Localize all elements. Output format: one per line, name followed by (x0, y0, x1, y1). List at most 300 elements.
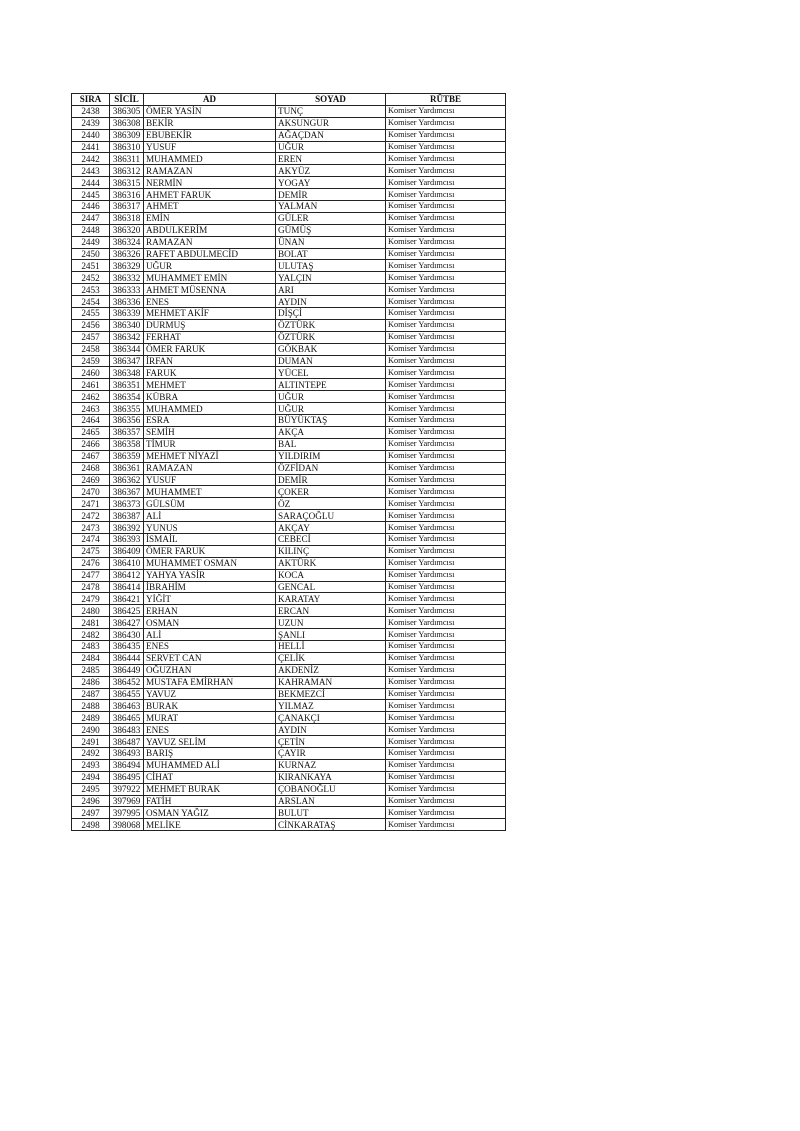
row-soyad: ERCAN (276, 605, 386, 617)
table-row (72, 212, 506, 224)
table-row (72, 819, 506, 831)
row-sira: 2482 (72, 629, 110, 641)
row-sicil: 386465 (110, 712, 144, 724)
table-row (72, 177, 506, 189)
row-rutbe: Komiser Yardımcısı (386, 189, 506, 201)
table-row (72, 201, 506, 213)
row-rutbe: Komiser Yardımcısı (386, 296, 506, 308)
row-ad: RAMAZAN (144, 165, 276, 177)
row-soyad: BOLAT (276, 248, 386, 260)
table-row (72, 284, 506, 296)
row-sicil: 386362 (110, 474, 144, 486)
row-sira: 2489 (72, 712, 110, 724)
row-ad: RAFET ABDULMECİD (144, 248, 276, 260)
row-soyad: BAL (276, 438, 386, 450)
row-ad: MEHMET NİYAZİ (144, 450, 276, 462)
row-sicil: 386430 (110, 629, 144, 641)
row-rutbe: Komiser Yardımcısı (386, 331, 506, 343)
table-row (72, 367, 506, 379)
row-ad: AHMET MÜSENNA (144, 284, 276, 296)
row-soyad: DUMAN (276, 355, 386, 367)
table-row (72, 331, 506, 343)
table-row (72, 141, 506, 153)
table-row (72, 676, 506, 688)
table-row (72, 117, 506, 129)
row-rutbe: Komiser Yardımcısı (386, 201, 506, 213)
row-soyad: UĞUR (276, 403, 386, 415)
row-ad: YUNUS (144, 522, 276, 534)
row-rutbe: Komiser Yardımcısı (386, 783, 506, 795)
table-row (72, 522, 506, 534)
row-soyad: ÇOBANOĞLU (276, 783, 386, 795)
row-sicil: 386326 (110, 248, 144, 260)
row-sira: 2496 (72, 795, 110, 807)
row-sicil: 386354 (110, 391, 144, 403)
row-soyad: AKÇAY (276, 522, 386, 534)
row-soyad: TUNÇ (276, 105, 386, 117)
table-row (72, 272, 506, 284)
table-row (72, 165, 506, 177)
row-sira: 2465 (72, 426, 110, 438)
row-sicil: 386452 (110, 676, 144, 688)
table-row (72, 153, 506, 165)
row-sira: 2481 (72, 617, 110, 629)
row-ad: MUHAMMET EMİN (144, 272, 276, 284)
row-sicil: 386344 (110, 343, 144, 355)
row-sicil: 386410 (110, 557, 144, 569)
row-sira: 2472 (72, 510, 110, 522)
table-row (72, 260, 506, 272)
row-rutbe: Komiser Yardımcısı (386, 379, 506, 391)
row-sira: 2440 (72, 129, 110, 141)
row-ad: MUHAMMED (144, 403, 276, 415)
row-ad: GÜLSÜM (144, 498, 276, 510)
row-ad: RAMAZAN (144, 236, 276, 248)
row-sira: 2439 (72, 117, 110, 129)
row-ad: ÖMER FARUK (144, 545, 276, 557)
table-row (72, 593, 506, 605)
row-sira: 2479 (72, 593, 110, 605)
row-soyad: YÜCEL (276, 367, 386, 379)
row-soyad: DEMİR (276, 189, 386, 201)
row-soyad: UĞUR (276, 141, 386, 153)
row-sira: 2488 (72, 700, 110, 712)
row-rutbe: Komiser Yardımcısı (386, 177, 506, 189)
row-soyad: YOGAY (276, 177, 386, 189)
table-row (72, 498, 506, 510)
table-row (72, 640, 506, 652)
row-sicil: 386487 (110, 736, 144, 748)
row-sicil: 386361 (110, 462, 144, 474)
row-sicil: 397995 (110, 807, 144, 819)
row-rutbe: Komiser Yardımcısı (386, 474, 506, 486)
row-sicil: 386495 (110, 771, 144, 783)
row-sira: 2467 (72, 450, 110, 462)
row-sicil: 386318 (110, 212, 144, 224)
row-soyad: ÖZ (276, 498, 386, 510)
row-soyad: DEMİR (276, 474, 386, 486)
row-ad: FARUK (144, 367, 276, 379)
row-soyad: SARAÇOĞLU (276, 510, 386, 522)
row-ad: AHMET (144, 201, 276, 213)
row-rutbe: Komiser Yardımcısı (386, 807, 506, 819)
row-sira: 2464 (72, 415, 110, 427)
row-soyad: UZUN (276, 617, 386, 629)
row-ad: ENES (144, 724, 276, 736)
row-rutbe: Komiser Yardımcısı (386, 212, 506, 224)
row-rutbe: Komiser Yardımcısı (386, 260, 506, 272)
table-row (72, 319, 506, 331)
row-soyad: AĞAÇDAN (276, 129, 386, 141)
row-ad: MEHMET BURAK (144, 783, 276, 795)
row-sira: 2497 (72, 807, 110, 819)
table-row (72, 308, 506, 320)
row-sira: 2460 (72, 367, 110, 379)
table-row (72, 557, 506, 569)
row-ad: ESRA (144, 415, 276, 427)
row-ad: MUHAMMET (144, 486, 276, 498)
row-soyad: AKSUNGUR (276, 117, 386, 129)
row-sira: 2445 (72, 189, 110, 201)
row-sira: 2443 (72, 165, 110, 177)
row-sicil: 398068 (110, 819, 144, 831)
table-row (72, 783, 506, 795)
table-row (72, 795, 506, 807)
row-sicil: 386355 (110, 403, 144, 415)
row-rutbe: Komiser Yardımcısı (386, 712, 506, 724)
row-soyad: DİŞÇİ (276, 308, 386, 320)
row-sicil: 386312 (110, 165, 144, 177)
row-ad: ENES (144, 296, 276, 308)
table-row (72, 248, 506, 260)
row-ad: YİĞİT (144, 593, 276, 605)
row-rutbe: Komiser Yardımcısı (386, 581, 506, 593)
row-ad: BEKİR (144, 117, 276, 129)
row-sicil: 386339 (110, 308, 144, 320)
row-ad: YUSUF (144, 141, 276, 153)
row-sira: 2459 (72, 355, 110, 367)
row-soyad: KIRANKAYA (276, 771, 386, 783)
row-rutbe: Komiser Yardımcısı (386, 688, 506, 700)
row-sira: 2486 (72, 676, 110, 688)
row-ad: RAMAZAN (144, 462, 276, 474)
row-ad: YAHYA YASİR (144, 569, 276, 581)
row-rutbe: Komiser Yardımcısı (386, 640, 506, 652)
row-rutbe: Komiser Yardımcısı (386, 153, 506, 165)
row-sira: 2493 (72, 759, 110, 771)
row-rutbe: Komiser Yardımcısı (386, 248, 506, 260)
row-sicil: 386393 (110, 533, 144, 545)
row-sira: 2468 (72, 462, 110, 474)
row-sicil: 386320 (110, 224, 144, 236)
row-sicil: 386412 (110, 569, 144, 581)
row-soyad: KURNAZ (276, 759, 386, 771)
row-rutbe: Komiser Yardımcısı (386, 771, 506, 783)
row-ad: YAVUZ SELİM (144, 736, 276, 748)
row-soyad: YALMAN (276, 201, 386, 213)
row-sira: 2453 (72, 284, 110, 296)
table-row (72, 105, 506, 117)
row-soyad: ŞANLI (276, 629, 386, 641)
row-rutbe: Komiser Yardımcısı (386, 462, 506, 474)
table-row (72, 664, 506, 676)
row-sira: 2478 (72, 581, 110, 593)
row-soyad: ÖZTÜRK (276, 319, 386, 331)
row-soyad: AKDENİZ (276, 664, 386, 676)
row-sira: 2490 (72, 724, 110, 736)
row-ad: OĞUZHAN (144, 664, 276, 676)
table-row (72, 605, 506, 617)
row-rutbe: Komiser Yardımcısı (386, 129, 506, 141)
row-soyad: GENCAL (276, 581, 386, 593)
table-row (72, 355, 506, 367)
row-ad: AHMET FARUK (144, 189, 276, 201)
row-ad: ÖMER FARUK (144, 343, 276, 355)
row-sicil: 386351 (110, 379, 144, 391)
row-sira: 2444 (72, 177, 110, 189)
header-sira: SIRA (72, 94, 110, 106)
row-sicil: 386340 (110, 319, 144, 331)
table-row (72, 771, 506, 783)
row-soyad: ÖZTÜRK (276, 331, 386, 343)
row-ad: MURAT (144, 712, 276, 724)
row-rutbe: Komiser Yardımcısı (386, 486, 506, 498)
table-body (72, 105, 506, 830)
row-rutbe: Komiser Yardımcısı (386, 676, 506, 688)
row-sira: 2471 (72, 498, 110, 510)
row-ad: ALİ (144, 629, 276, 641)
row-soyad: ULUTAŞ (276, 260, 386, 272)
row-sicil: 386329 (110, 260, 144, 272)
row-soyad: BULUT (276, 807, 386, 819)
row-rutbe: Komiser Yardımcısı (386, 736, 506, 748)
row-sira: 2451 (72, 260, 110, 272)
row-soyad: ÜNAN (276, 236, 386, 248)
row-ad: OSMAN (144, 617, 276, 629)
row-ad: MUHAMMET OSMAN (144, 557, 276, 569)
row-rutbe: Komiser Yardımcısı (386, 272, 506, 284)
row-sira: 2466 (72, 438, 110, 450)
table-row (72, 438, 506, 450)
row-sira: 2470 (72, 486, 110, 498)
row-ad: FERHAT (144, 331, 276, 343)
table-row (72, 224, 506, 236)
row-soyad: BEKMEZCİ (276, 688, 386, 700)
row-soyad: ÖZFİDAN (276, 462, 386, 474)
row-sicil: 386494 (110, 759, 144, 771)
row-ad: EMİN (144, 212, 276, 224)
row-sira: 2484 (72, 652, 110, 664)
row-soyad: GÜMÜŞ (276, 224, 386, 236)
table-row (72, 450, 506, 462)
row-soyad: AKÇA (276, 426, 386, 438)
row-soyad: CEBECİ (276, 533, 386, 545)
row-sira: 2455 (72, 308, 110, 320)
header-sicil: SİCİL (110, 94, 144, 106)
table-row (72, 724, 506, 736)
row-soyad: ÇOKER (276, 486, 386, 498)
row-rutbe: Komiser Yardımcısı (386, 724, 506, 736)
row-sira: 2463 (72, 403, 110, 415)
row-ad: DURMUŞ (144, 319, 276, 331)
row-sira: 2449 (72, 236, 110, 248)
row-soyad: GÜLER (276, 212, 386, 224)
row-sicil: 386483 (110, 724, 144, 736)
row-sira: 2447 (72, 212, 110, 224)
row-ad: ALİ (144, 510, 276, 522)
table-row (72, 510, 506, 522)
row-rutbe: Komiser Yardımcısı (386, 117, 506, 129)
row-rutbe: Komiser Yardımcısı (386, 819, 506, 831)
row-sira: 2448 (72, 224, 110, 236)
row-rutbe: Komiser Yardımcısı (386, 545, 506, 557)
row-soyad: AYDIN (276, 724, 386, 736)
row-sicil: 386309 (110, 129, 144, 141)
row-rutbe: Komiser Yardımcısı (386, 319, 506, 331)
row-sira: 2450 (72, 248, 110, 260)
row-rutbe: Komiser Yardımcısı (386, 367, 506, 379)
row-rutbe: Komiser Yardımcısı (386, 284, 506, 296)
row-sicil: 386435 (110, 640, 144, 652)
row-soyad: EREN (276, 153, 386, 165)
row-rutbe: Komiser Yardımcısı (386, 664, 506, 676)
row-soyad: ARI (276, 284, 386, 296)
row-sira: 2480 (72, 605, 110, 617)
row-rutbe: Komiser Yardımcısı (386, 236, 506, 248)
row-soyad: AKYÜZ (276, 165, 386, 177)
row-rutbe: Komiser Yardımcısı (386, 438, 506, 450)
row-sicil: 386427 (110, 617, 144, 629)
row-ad: MEHMET (144, 379, 276, 391)
row-sicil: 386357 (110, 426, 144, 438)
row-ad: OSMAN YAĞIZ (144, 807, 276, 819)
row-soyad: ALTINTEPE (276, 379, 386, 391)
table-row (72, 236, 506, 248)
row-soyad: CİNKARATAŞ (276, 819, 386, 831)
table-row (72, 189, 506, 201)
row-sira: 2446 (72, 201, 110, 213)
row-rutbe: Komiser Yardımcısı (386, 700, 506, 712)
row-sicil: 386425 (110, 605, 144, 617)
row-ad: ABDULKERİM (144, 224, 276, 236)
row-sira: 2457 (72, 331, 110, 343)
row-soyad: KOCA (276, 569, 386, 581)
row-sicil: 386332 (110, 272, 144, 284)
row-sicil: 386409 (110, 545, 144, 557)
row-ad: MUSTAFA EMİRHAN (144, 676, 276, 688)
row-rutbe: Komiser Yardımcısı (386, 165, 506, 177)
row-sicil: 386342 (110, 331, 144, 343)
row-soyad: KARATAY (276, 593, 386, 605)
row-soyad: AYDIN (276, 296, 386, 308)
row-rutbe: Komiser Yardımcısı (386, 593, 506, 605)
row-ad: MUHAMMED (144, 153, 276, 165)
row-sira: 2452 (72, 272, 110, 284)
row-sira: 2462 (72, 391, 110, 403)
row-rutbe: Komiser Yardımcısı (386, 522, 506, 534)
row-soyad: ARSLAN (276, 795, 386, 807)
row-sicil: 386356 (110, 415, 144, 427)
row-ad: SERVET CAN (144, 652, 276, 664)
row-sicil: 386305 (110, 105, 144, 117)
row-ad: ENES (144, 640, 276, 652)
row-sicil: 386392 (110, 522, 144, 534)
table-row (72, 807, 506, 819)
table-row (72, 712, 506, 724)
row-sicil: 386308 (110, 117, 144, 129)
table-row (72, 426, 506, 438)
row-sicil: 386358 (110, 438, 144, 450)
row-sicil: 386493 (110, 747, 144, 759)
row-ad: MEHMET AKİF (144, 308, 276, 320)
row-rutbe: Komiser Yardımcısı (386, 141, 506, 153)
table-row (72, 759, 506, 771)
row-sira: 2454 (72, 296, 110, 308)
table-row (72, 486, 506, 498)
row-soyad: ÇAYIR (276, 747, 386, 759)
row-sira: 2461 (72, 379, 110, 391)
row-ad: BURAK (144, 700, 276, 712)
row-sira: 2438 (72, 105, 110, 117)
row-rutbe: Komiser Yardımcısı (386, 308, 506, 320)
row-ad: SEMİH (144, 426, 276, 438)
row-soyad: YILMAZ (276, 700, 386, 712)
row-sicil: 386311 (110, 153, 144, 165)
header-soyad: SOYAD (276, 94, 386, 106)
row-sicil: 386373 (110, 498, 144, 510)
row-ad: EBUBEKİR (144, 129, 276, 141)
row-sicil: 386359 (110, 450, 144, 462)
table-row (72, 474, 506, 486)
row-sira: 2458 (72, 343, 110, 355)
row-sira: 2476 (72, 557, 110, 569)
row-sicil: 386367 (110, 486, 144, 498)
row-rutbe: Komiser Yardımcısı (386, 557, 506, 569)
row-rutbe: Komiser Yardımcısı (386, 617, 506, 629)
row-sira: 2492 (72, 747, 110, 759)
row-sicil: 386336 (110, 296, 144, 308)
row-sira: 2475 (72, 545, 110, 557)
row-soyad: ÇETİN (276, 736, 386, 748)
row-sicil: 386348 (110, 367, 144, 379)
row-soyad: YALÇIN (276, 272, 386, 284)
row-sira: 2498 (72, 819, 110, 831)
row-soyad: HELLİ (276, 640, 386, 652)
row-ad: ERHAN (144, 605, 276, 617)
row-sira: 2483 (72, 640, 110, 652)
row-ad: CİHAT (144, 771, 276, 783)
row-ad: İRFAN (144, 355, 276, 367)
row-sicil: 397922 (110, 783, 144, 795)
row-soyad: UĞUR (276, 391, 386, 403)
row-soyad: BÜYÜKTAŞ (276, 415, 386, 427)
row-sicil: 386444 (110, 652, 144, 664)
row-sicil: 386387 (110, 510, 144, 522)
row-sira: 2494 (72, 771, 110, 783)
table-row (72, 652, 506, 664)
table-row (72, 700, 506, 712)
row-ad: MELİKE (144, 819, 276, 831)
row-sicil: 386421 (110, 593, 144, 605)
row-rutbe: Komiser Yardımcısı (386, 569, 506, 581)
table-row (72, 736, 506, 748)
row-sira: 2469 (72, 474, 110, 486)
row-ad: TİMUR (144, 438, 276, 450)
row-rutbe: Komiser Yardımcısı (386, 415, 506, 427)
row-ad: YAVUZ (144, 688, 276, 700)
row-sira: 2442 (72, 153, 110, 165)
header-rutbe: RÜTBE (386, 94, 506, 106)
